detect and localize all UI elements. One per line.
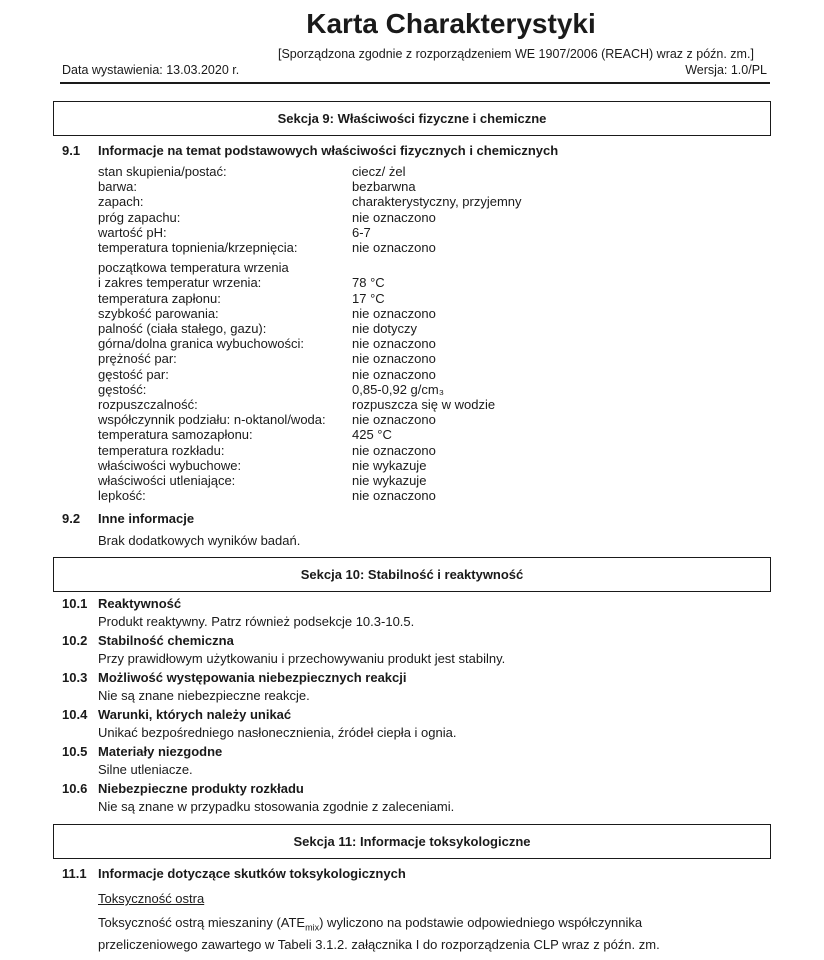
property-label: początkowa temperatura wrzenia xyxy=(98,260,289,276)
subsection-title: Inne informacje xyxy=(98,511,195,527)
property-row xyxy=(98,382,824,397)
property-row xyxy=(98,210,824,225)
section9-header-box xyxy=(53,101,771,136)
property-value: 0,85-0,92 g/cm₃ xyxy=(352,381,445,397)
subsection-number: 10.5 xyxy=(62,744,88,760)
property-label: szybkość parowania: xyxy=(98,305,219,321)
property-row xyxy=(98,397,824,412)
subsection-11-1-heading xyxy=(62,866,824,882)
section10-header-title: Sekcja 10: Stabilność i reaktywność xyxy=(300,567,524,583)
property-value: charakterystyczny, przyjemny xyxy=(352,194,522,210)
property-row xyxy=(98,291,824,306)
subsection-number: 10.3 xyxy=(62,670,88,686)
acute-toxicity-heading: Toksyczność ostra xyxy=(98,891,205,907)
acute-toxicity-paragraph xyxy=(98,915,698,953)
property-label: temperatura rozkładu: xyxy=(98,442,225,458)
property-row xyxy=(98,427,824,442)
property-value: nie wykazuje xyxy=(352,457,427,473)
property-value: nie dotyczy xyxy=(352,321,418,337)
subsection-10-2-body: Przy prawidłowym użytkowaniu i przechowywaniu produkt jest stabilny. xyxy=(98,651,506,667)
document-meta-row xyxy=(62,63,767,77)
property-value: nie oznaczono xyxy=(352,305,436,321)
subsection-9-1-heading xyxy=(62,143,824,159)
property-label: i zakres temperatur wrzenia: xyxy=(98,275,262,291)
property-label: barwa: xyxy=(98,179,138,195)
property-row xyxy=(98,367,824,382)
section10-header-box xyxy=(53,557,771,592)
subsection-10-3-body: Nie są znane niebezpieczne reakcje. xyxy=(98,688,310,704)
subsection-10-1-heading xyxy=(62,596,824,611)
subsection-10-5-heading xyxy=(62,744,824,759)
subsection-title: Informacje na temat podstawowych właściwości fizycznych i chemicznych xyxy=(98,143,559,158)
property-row xyxy=(98,306,824,321)
property-label: temperatura topnienia/krzepnięcia: xyxy=(98,240,298,256)
subsection-number: 11.1 xyxy=(62,866,87,882)
property-value: bezbarwna xyxy=(352,179,416,195)
property-value: nie oznaczono xyxy=(352,488,436,504)
subsection-title: Stabilność chemiczna xyxy=(98,633,234,649)
subsection-9-2-heading xyxy=(62,511,824,527)
property-label: gęstość par: xyxy=(98,366,169,382)
property-row xyxy=(98,321,824,336)
property-value: nie oznaczono xyxy=(352,240,436,256)
property-value: nie wykazuje xyxy=(352,473,427,489)
property-value: nie oznaczono xyxy=(352,351,436,367)
subsection-title: Warunki, których należy unikać xyxy=(98,707,292,723)
subsection-title: Materiały niezgodne xyxy=(98,744,223,760)
subsection-10-3-heading xyxy=(62,670,824,685)
property-label: gęstość: xyxy=(98,381,147,397)
property-row xyxy=(98,351,824,366)
property-row xyxy=(98,164,824,179)
property-value: ciecz/ żel xyxy=(352,164,406,179)
property-row xyxy=(98,275,824,290)
property-label: palność (ciała stałego, gazu): xyxy=(98,321,267,337)
subsection-title: Reaktywność xyxy=(98,596,182,612)
subsection-10-5-body: Silne utleniacze. xyxy=(98,762,193,778)
property-label: górna/dolna granica wybuchowości: xyxy=(98,336,304,352)
property-value: nie oznaczono xyxy=(352,209,436,225)
property-label: rozpuszczalność: xyxy=(98,397,198,413)
property-label: zapach: xyxy=(98,194,144,210)
property-row xyxy=(98,194,824,209)
property-row xyxy=(98,336,824,351)
property-row xyxy=(98,443,824,458)
property-label: współczynnik podziału: n-oktanol/woda: xyxy=(98,412,326,428)
property-label: wartość pH: xyxy=(98,224,167,240)
property-label: lepkość: xyxy=(98,488,146,504)
property-label: prężność par: xyxy=(98,351,177,367)
property-value: 17 °C xyxy=(352,290,385,306)
property-row xyxy=(98,488,824,503)
subsection-10-4-heading xyxy=(62,707,824,722)
header-divider xyxy=(60,82,770,84)
property-value: nie oznaczono xyxy=(352,336,436,352)
document-title: Karta Charakterystyki xyxy=(306,8,596,39)
paragraph-text: ) wyliczono na podstawie odpowiedniego współczynnika przeliczeniowego zawartego w Tabeli 3.1.2. załącznika I do rozporządzenia CLP wraz z późn. zm. xyxy=(98,915,660,952)
section10-content xyxy=(0,596,824,814)
property-row xyxy=(98,458,824,473)
version-label: Wersja: 1.0/PL xyxy=(685,63,767,77)
property-label: stan skupienia/postać: xyxy=(98,164,227,179)
subsection-number: 10.1 xyxy=(62,596,88,612)
subsection-number: 10.2 xyxy=(62,633,88,649)
section9-header-title: Sekcja 9: Właściwości fizyczne i chemiczne xyxy=(277,111,547,126)
property-row xyxy=(98,473,824,488)
subsection-number: 10.4 xyxy=(62,707,88,723)
property-row xyxy=(98,179,824,194)
property-value: rozpuszcza się w wodzie xyxy=(352,397,496,413)
section11-header-title: Sekcja 11: Informacje toksykologiczne xyxy=(293,834,531,850)
property-label: temperatura samozapłonu: xyxy=(98,427,253,443)
property-row xyxy=(98,412,824,427)
property-value: nie oznaczono xyxy=(352,412,436,428)
document-header xyxy=(0,8,824,84)
property-label: właściwości wybuchowe: xyxy=(98,457,242,473)
property-value: 425 °C xyxy=(352,427,392,443)
document-subtitle: [Sporządzona zgodnie z rozporządzeniem WE 1907/2006 (REACH) wraz z późn. zm.] xyxy=(278,47,754,61)
property-row xyxy=(98,240,824,255)
property-label: temperatura zapłonu: xyxy=(98,290,221,306)
subsection-10-6-heading xyxy=(62,781,824,796)
property-value: 6-7 xyxy=(352,224,371,240)
property-label: właściwości utleniające: xyxy=(98,473,236,489)
property-value: nie oznaczono xyxy=(352,366,436,382)
subsection-10-2-heading xyxy=(62,633,824,648)
property-label: próg zapachu: xyxy=(98,209,181,225)
section11-header-box xyxy=(53,824,771,859)
ate-mix-subscript: mix xyxy=(305,923,320,934)
subsection-9-2-body: Brak dodatkowych wyników badań. xyxy=(98,533,301,549)
property-row xyxy=(98,225,824,240)
subsection-10-6-body: Nie są znane w przypadku stosowania zgodnie z zaleceniami. xyxy=(98,799,455,815)
property-row xyxy=(98,260,824,275)
subsection-number: 10.6 xyxy=(62,781,88,797)
property-value: nie oznaczono xyxy=(352,442,436,458)
physical-properties-list xyxy=(98,164,824,503)
subsection-title: Możliwość występowania niebezpiecznych reakcji xyxy=(98,670,407,686)
subsection-10-1-body: Produkt reaktywny. Patrz również podsekcje 10.3-10.5. xyxy=(98,614,415,630)
subsection-title: Informacje dotyczące skutków toksykologicznych xyxy=(98,866,406,882)
issue-date: Data wystawienia: 13.03.2020 r. xyxy=(62,63,240,77)
subsection-10-4-body: Unikać bezpośredniego nasłonecznienia, źródeł ciepła i ognia. xyxy=(98,725,457,741)
subsection-number: 9.2 xyxy=(62,511,81,527)
paragraph-text: Toksyczność ostrą mieszaniny (ATE xyxy=(98,915,306,931)
property-value: 78 °C xyxy=(352,275,385,291)
subsection-title: Niebezpieczne produkty rozkładu xyxy=(98,781,304,797)
subsection-number: 9.1 xyxy=(62,143,81,158)
